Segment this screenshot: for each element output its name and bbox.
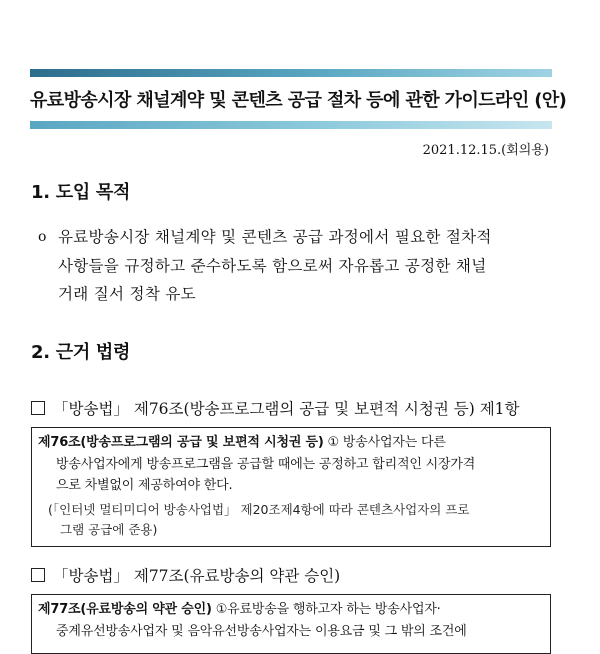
document-title: 유료방송시장 채널계약 및 콘텐츠 공급 절차 등에 관한 가이드라인 (안) (30, 90, 567, 111)
document-date: 2021.12.15.(회의용) (422, 143, 549, 158)
law-line-2: 방송사업자에게 방송프로그램을 공급할 때에는 공정하고 합리적인 시장가격 (56, 456, 476, 472)
article-title: 제76조(방송프로그램의 공급 및 보편적 시청권 등) (38, 435, 324, 450)
checkbox-square-icon (31, 401, 45, 415)
law-box-article-77 (31, 594, 551, 654)
title-top-bar (30, 69, 552, 77)
law-line-1 (38, 599, 540, 621)
bullet-marker: o (38, 229, 47, 245)
section-heading-legal-basis: 2. 근거 법령 (31, 342, 131, 363)
section-heading-purpose: 1. 도입 목적 (31, 182, 131, 203)
purpose-paragraph (58, 223, 492, 309)
law-text (38, 432, 540, 497)
title-bottom-bar (30, 121, 552, 129)
law-line-3: 으로 차별없이 제공하여야 한다. (56, 478, 233, 493)
law-note (38, 500, 540, 540)
law-heading-article-76 (31, 397, 520, 419)
law-heading-text: 「방송법」 제76조(방송프로그램의 공급 및 보편적 시청권 등) 제1항 (53, 400, 520, 418)
checkbox-square-icon (31, 568, 45, 582)
purpose-line-1: 유료방송시장 채널계약 및 콘텐츠 공급 과정에서 필요한 절차적 (58, 228, 492, 246)
article-title: 제77조(유료방송의 약관 승인) (38, 602, 212, 617)
note-line-2: 그램 공급에 준용) (60, 521, 158, 537)
article-text: ① 방송사업자는 다른 (323, 435, 446, 450)
law-line-1 (38, 432, 540, 454)
law-box-article-76 (31, 427, 551, 547)
purpose-line-3: 거래 질서 정착 유도 (58, 285, 196, 303)
purpose-line-2: 사항들을 규정하고 준수하도록 함으로써 자유롭고 공정한 채널 (58, 256, 487, 275)
article-text: ①유료방송을 행하고자 하는 방송사업자· (211, 602, 441, 617)
law-line-2: 중계유선방송사업자 및 음악유선방송사업자는 이용요금 및 그 밖의 조건에 (56, 623, 467, 639)
law-heading-text: 「방송법」 제77조(유료방송의 약관 승인) (53, 567, 341, 585)
law-heading-article-77 (31, 564, 340, 586)
note-line-1: (「인터넷 멀티미디어 방송사업법」 제20조제4항에 따라 콘텐츠사업자의 프로 (48, 501, 470, 517)
